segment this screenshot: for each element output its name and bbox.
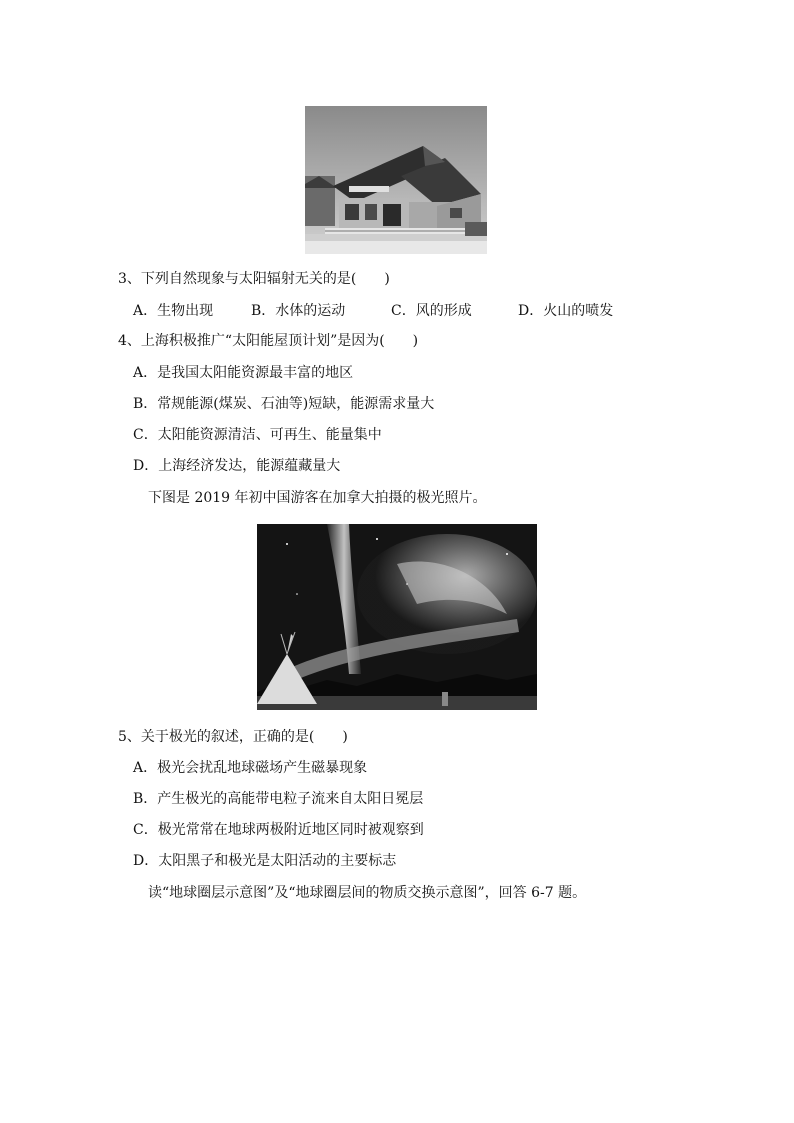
question-5-stem: 5、关于极光的叙述，正确的是( ) [118,729,348,745]
question-5-option-c: C．极光常常在地球两极附近地区同时被观察到 [133,822,424,838]
question-3-option-d: D．火山的喷发 [518,303,614,319]
question-5-option-b: B．产生极光的高能带电粒子流来自太阳日冕层 [133,791,424,807]
question-5-option-d: D．太阳黑子和极光是太阳活动的主要标志 [133,853,397,869]
question-5-option-a: A．极光会扰乱地球磁场产生磁暴现象 [133,760,368,776]
question-3-option-b: B．水体的运动 [251,303,346,319]
questions-6-7-intro: 读“地球圈层示意图”及“地球圈层间的物质交换示意图”，回答 6-7 题。 [148,885,587,901]
question-3-options [133,300,653,318]
question-4-option-a: A．是我国太阳能资源最丰富的地区 [133,365,354,381]
question-3-option-a: A．生物出现 [133,303,214,319]
solar-roof-house-photo [305,106,487,254]
aurora-photo [257,524,537,710]
question-3-option-c: C．风的形成 [391,303,472,319]
question-3-stem: 3、下列自然现象与太阳辐射无关的是( ) [118,271,390,287]
question-4-option-b: B．常规能源(煤炭、石油等)短缺，能源需求量大 [133,396,435,412]
question-4-option-d: D．上海经济发达，能源蕴藏量大 [133,458,341,474]
question-4-stem: 4、上海积极推广“太阳能屋顶计划”是因为( ) [118,333,419,349]
aurora-photo-caption: 下图是 2019 年初中国游客在加拿大拍摄的极光照片。 [148,490,487,506]
question-4-option-c: C．太阳能资源清洁、可再生、能量集中 [133,427,382,443]
